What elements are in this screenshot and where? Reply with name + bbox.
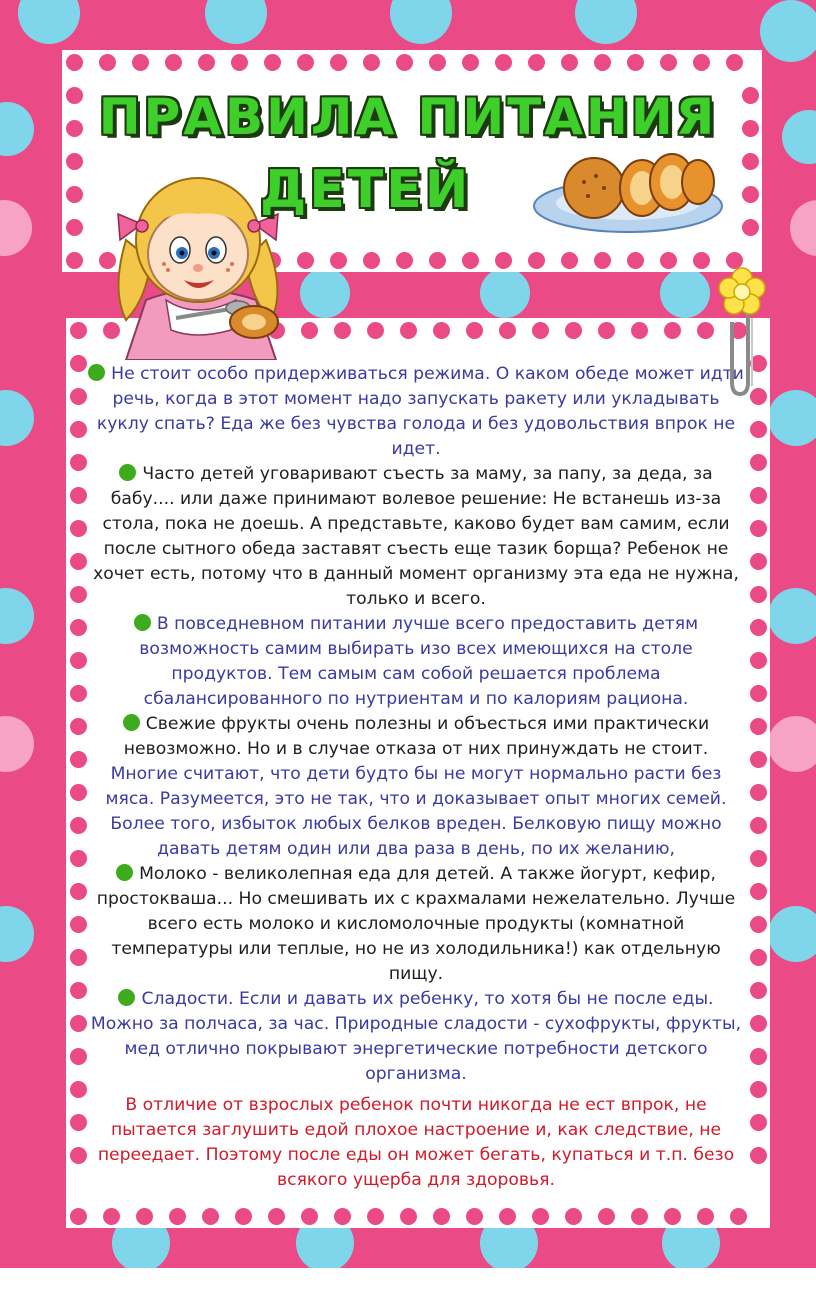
punched-hole (742, 153, 759, 170)
punched-hole (598, 322, 615, 339)
punched-hole (750, 619, 767, 636)
punched-hole (70, 421, 87, 438)
punched-hole (750, 784, 767, 801)
punched-hole (70, 586, 87, 603)
punched-hole (70, 553, 87, 570)
bullet-icon (123, 714, 140, 731)
punched-hole (330, 54, 347, 71)
punched-hole (750, 487, 767, 504)
punched-hole (750, 1114, 767, 1131)
punched-hole (70, 982, 87, 999)
punched-hole (532, 1208, 549, 1225)
rule-text: В отличие от взрослых ребенок почти никогда не ест впрок, не пытается заглушить едой плохое настроение и, как следствие, не переедает. Поэтому после еды он может бегать, купаться и т.п. безо всякого ущерба для здоровья. (97, 1095, 735, 1190)
punched-hole (730, 1208, 747, 1225)
punched-hole (400, 322, 417, 339)
punched-hole (750, 1081, 767, 1098)
punched-hole (594, 252, 611, 269)
bg-dot (300, 268, 350, 318)
punched-hole (499, 322, 516, 339)
punched-hole (627, 54, 644, 71)
punched-hole (136, 1208, 153, 1225)
punched-hole (70, 718, 87, 735)
punched-hole (693, 252, 710, 269)
punched-hole (750, 586, 767, 603)
punched-hole (103, 1208, 120, 1225)
punched-hole (750, 652, 767, 669)
punched-hole (742, 186, 759, 203)
punched-hole (750, 916, 767, 933)
punched-hole (70, 1015, 87, 1032)
bg-dot (790, 200, 816, 256)
punched-hole (396, 54, 413, 71)
punched-hole (429, 54, 446, 71)
rules-list (86, 362, 746, 1193)
bullet-icon (116, 864, 133, 881)
punched-hole (750, 520, 767, 537)
punched-hole (70, 784, 87, 801)
punched-hole (70, 619, 87, 636)
punched-hole (70, 355, 87, 372)
punched-hole (70, 817, 87, 834)
punched-hole (70, 487, 87, 504)
rule-paragraph (86, 462, 746, 612)
bg-dot (768, 716, 816, 772)
punched-hole (697, 1208, 714, 1225)
punched-hole (70, 322, 87, 339)
punched-hole (66, 54, 83, 71)
rule-text: Свежие фрукты очень полезны и объесться ими практически невозможно. Но и в случае отказа от них принуждать не стоит. (123, 714, 710, 759)
bg-dot (18, 0, 80, 44)
punched-hole (301, 322, 318, 339)
punched-hole (70, 916, 87, 933)
rule-text: Не стоит особо придерживаться режима. О каком обеде может идти речь, когда в этот момент надо запускать ракету или укладывать куклу спать? Еда же без чувства голода и без удовольствия впрок не идет. (96, 364, 744, 459)
punched-hole (301, 1208, 318, 1225)
punched-hole (750, 850, 767, 867)
punched-hole (462, 54, 479, 71)
punched-hole (198, 54, 215, 71)
punched-hole (297, 252, 314, 269)
punched-hole (70, 850, 87, 867)
punched-hole (664, 1208, 681, 1225)
rule-text: Многие считают, что дети будто бы не могут нормально расти без мяса. Разумеется, это не так, что и доказывает опыт многих семей. Более того, избыток любых белков вреден. Белковую пищу можно давать детям один или два раза в день, по их желанию, (105, 764, 727, 859)
punched-hole (363, 252, 380, 269)
bg-dot (575, 0, 637, 44)
rule-text: Молоко - великолепная еда для детей. А также йогурт, кефир, простокваша... Но смешивать их с крахмалами нежелательно. Лучше всего есть молоко и кисломолочные продукты (комнатной температуры или теплые, но не из холодильника!) как отдельную пищу. (96, 864, 736, 984)
punched-hole (462, 252, 479, 269)
punched-hole (750, 685, 767, 702)
punched-hole (594, 54, 611, 71)
punched-hole (70, 1081, 87, 1098)
bg-dot (480, 268, 530, 318)
punched-hole (750, 454, 767, 471)
punched-hole (231, 54, 248, 71)
punched-hole (742, 219, 759, 236)
punched-hole (70, 685, 87, 702)
punched-hole (433, 322, 450, 339)
rule-text: В повседневном питании лучше всего предоставить детям возможность самим выбирать изо всех имеющихся на столе продуктов. Тем самым сам собой решается проблема сбалансированного по нутриентам и по калориям рациона. (139, 614, 699, 709)
punched-hole (70, 1048, 87, 1065)
bg-dot (768, 906, 816, 962)
punched-hole (66, 219, 83, 236)
punched-hole (726, 54, 743, 71)
rule-text: Сладости. Если и давать их ребенку, то хотя бы не после еды. Можно за полчаса, за час. Природные сладости - сухофрукты, фрукты, мед отлично покрывают энергетические потребности детского организма. (90, 989, 742, 1084)
rule-paragraph (86, 862, 746, 987)
punched-hole (268, 1208, 285, 1225)
conclusion-paragraph (86, 1093, 746, 1193)
punched-hole (532, 322, 549, 339)
punched-hole (433, 1208, 450, 1225)
punched-hole (750, 1015, 767, 1032)
punched-hole (165, 54, 182, 71)
punched-hole (660, 54, 677, 71)
punched-hole (750, 718, 767, 735)
punched-hole (561, 54, 578, 71)
punched-hole (750, 1048, 767, 1065)
plate-of-pastries-icon (530, 148, 730, 238)
punched-hole (750, 421, 767, 438)
bullet-icon (119, 464, 136, 481)
punched-hole (70, 454, 87, 471)
punched-hole (561, 252, 578, 269)
punched-hole (70, 949, 87, 966)
punched-hole (750, 751, 767, 768)
punched-hole (334, 322, 351, 339)
punched-hole (664, 322, 681, 339)
punched-hole (495, 252, 512, 269)
bg-dot (0, 588, 34, 644)
punched-hole (66, 252, 83, 269)
punched-hole (396, 252, 413, 269)
punched-hole (70, 1147, 87, 1164)
punched-hole (334, 1208, 351, 1225)
punched-hole (264, 54, 281, 71)
punched-hole (750, 883, 767, 900)
bullet-icon (118, 989, 135, 1006)
punched-hole (363, 54, 380, 71)
bg-dot (390, 0, 452, 44)
punched-hole (70, 1114, 87, 1131)
bg-dot (0, 906, 34, 962)
punched-hole (631, 1208, 648, 1225)
punched-hole (750, 817, 767, 834)
punched-hole (99, 54, 116, 71)
bg-dot (0, 716, 34, 772)
punched-hole (499, 1208, 516, 1225)
punched-hole (750, 553, 767, 570)
punched-hole (627, 252, 644, 269)
punched-hole (750, 949, 767, 966)
rule-paragraph (86, 612, 746, 712)
bg-dot (768, 588, 816, 644)
punched-hole (202, 1208, 219, 1225)
punched-hole (528, 54, 545, 71)
page-title: ПРАВИЛА ПИТАНИЯ (98, 88, 718, 146)
punched-hole (169, 1208, 186, 1225)
punched-hole (598, 1208, 615, 1225)
punched-hole (528, 252, 545, 269)
bg-dot (0, 390, 34, 446)
punched-hole (367, 322, 384, 339)
punched-hole (400, 1208, 417, 1225)
flower-paperclip-icon (712, 262, 772, 402)
punched-hole (565, 322, 582, 339)
punched-hole (750, 982, 767, 999)
punched-hole (631, 322, 648, 339)
punched-hole (66, 153, 83, 170)
punched-hole (70, 652, 87, 669)
punched-hole (70, 751, 87, 768)
punched-hole (330, 252, 347, 269)
punched-hole (565, 1208, 582, 1225)
punched-hole (495, 54, 512, 71)
bg-dot (0, 200, 32, 256)
punched-hole (70, 883, 87, 900)
punched-hole (466, 1208, 483, 1225)
bg-dot (768, 390, 816, 446)
punched-hole (235, 1208, 252, 1225)
rule-paragraph (86, 987, 746, 1087)
rule-paragraph (86, 712, 746, 762)
rule-text: Часто детей уговаривают съесть за маму, за папу, за деда, за бабу.... или даже принимают волевое решение: Не встанешь из-за стола, пока не доешь. А представьте, каково будет вам самим, если после сытного обеда заставят съесть еще тазик борща? Ребенок не хочет есть, потому что в данный момент организму эта еда не нужна, только и всего. (93, 464, 739, 609)
punched-hole (693, 54, 710, 71)
punched-hole (66, 186, 83, 203)
bg-dot (205, 0, 267, 44)
rule-paragraph (86, 762, 746, 862)
punched-hole (367, 1208, 384, 1225)
punched-hole (466, 322, 483, 339)
bg-dot (760, 0, 816, 62)
punched-hole (297, 54, 314, 71)
punched-hole (70, 388, 87, 405)
bg-dot (660, 268, 710, 318)
punched-hole (70, 520, 87, 537)
rule-paragraph (86, 362, 746, 462)
punched-hole (660, 252, 677, 269)
bullet-icon (134, 614, 151, 631)
punched-hole (70, 1208, 87, 1225)
punched-hole (132, 54, 149, 71)
bullet-icon (88, 364, 105, 381)
page-title-second-line: ДЕТЕЙ (260, 160, 472, 220)
punched-hole (429, 252, 446, 269)
punched-hole (750, 1147, 767, 1164)
